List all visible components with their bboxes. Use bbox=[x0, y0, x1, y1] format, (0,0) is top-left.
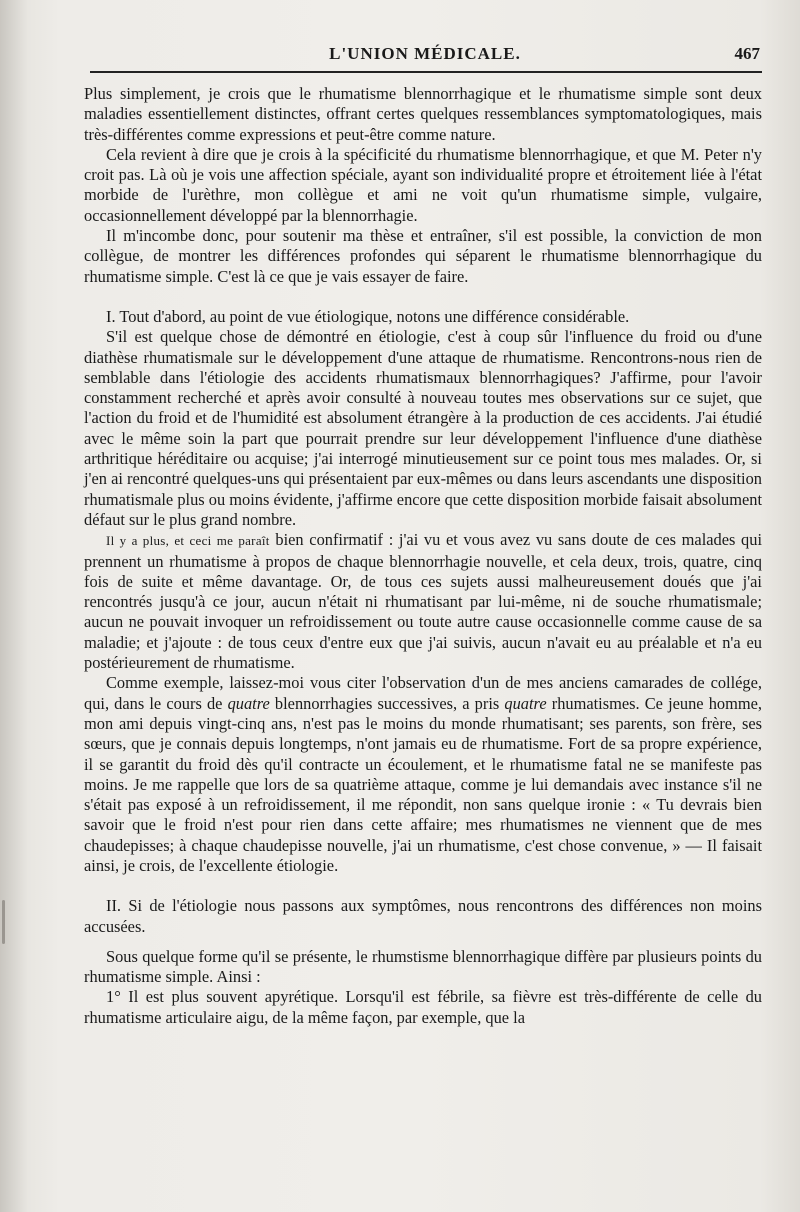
body-text bbox=[84, 84, 762, 1028]
paragraph-part: Comme exemple, laissez-moi vous citer l'observation d'un de mes anciens camarades de collége, qui, dans le cours de bbox=[84, 673, 762, 713]
paragraph: 1° Il est plus souvent apyrétique. Lorsqu'il est fébrile, sa fièvre est très-différente de celle du rhumatisme articulaire aigu, de la même façon, par exemple, que la bbox=[84, 987, 762, 1027]
paragraph bbox=[84, 673, 762, 876]
header-rule bbox=[90, 71, 762, 73]
section-heading-paragraph: I. Tout d'abord, au point de vue étiologique, notons une différence considérable. bbox=[106, 306, 630, 326]
italic-word: quatre bbox=[227, 693, 270, 713]
paragraph bbox=[84, 530, 762, 673]
italic-word: quatre bbox=[504, 693, 547, 713]
paragraph: Cela revient à dire que je crois à la spécificité du rhumatisme blennorrhagique, et que M. Peter n'y croit pas. Là où je vois une affection spéciale, ayant son individualité propre et étroitement liée à l'état morbide de l'urèthre, mon collègue et ami ne voit qu'un rhumatisme simple, vulgaire, occasionnellement développé par la blennorrhagie. bbox=[84, 144, 762, 225]
paragraph: Sous quelque forme qu'il se présente, le rhumstisme blennorrhagique diffère par plusieurs points du rhumatisme simple. Ainsi : bbox=[84, 946, 762, 987]
running-title: L'UNION MÉDICALE. bbox=[329, 44, 521, 63]
paragraph-part: blennorrhagies successives, a pris bbox=[269, 693, 505, 713]
paragraph: Il m'incombe donc, pour soutenir ma thèse et entraîner, s'il est possible, la conviction de mon collègue, de montrer les différences profondes qui séparent le rhumatisme blennorrhagique du rhumatisme simple. C'est là ce que je vais essayer de faire. bbox=[84, 226, 762, 286]
small-type-lead: Il y a plus, et ceci me paraît bbox=[106, 533, 270, 549]
paragraph: Plus simplement, je crois que le rhumatisme blennorrhagique et le rhumatisme simple sont deux maladies essentiellement distinctes, offrant certes quelques ressemblances symptomatologiques, mais très-différentes comme expressions et peut-être comme nature. bbox=[84, 84, 762, 144]
section-heading-paragraph: II. Si de l'étiologie nous passons aux symptômes, nous rencontrons des différences non moins accusées. bbox=[84, 896, 762, 936]
paragraph-part: rhumatismes. Ce jeune homme, mon ami depuis vingt-cinq ans, n'est pas le moins du monde rhumatisant; ses parents, son frère, ses sœurs, que je connais depuis longtemps, n'ont jamais eu de rhumatisme. Fort de sa propre expérience, il se garantit du froid dès qu'il contracte un écoulement, et le rhumatisme fatal ne se manifeste pas moins. Je me rappelle que lors de sa quatrième attaque, comme je lui demandais avec instance s'il ne s'était pas exposé à un refroidissement, il me répondit, non sans quelque ironie : « Tu devrais bien savoir que le froid n'est pour rien dans cette affaire; mes rhumatismes ne viennent que de mes chaudepisses; à chaque chaudepisse nouvelle, j'ai un rhumatisme, c'est chose convenue, » — Il faisait ainsi, je crois, de l'excellente étiologie. bbox=[84, 693, 762, 875]
page-header bbox=[90, 44, 760, 72]
paragraph: S'il est quelque chose de démontré en étiologie, c'est à coup sûr l'influence du froid ou d'une diathèse rhumatismale sur le développement d'une attaque de rhumatisme. Rencontrons-nous rien de semblable dans l'étiologie des accidents rhumatismaux blennorrhagiques? J'affirme, pour l'avoir constamment recherché et après avoir consulté à nouveau toutes mes observations sur ce sujet, que l'action du froid et de l'humidité est absolument étrangère à la production de ces accidents. J'ai étudié avec le même soin la part que pourrait prendre sur leur développement l'influence d'une diathèse arthritique héréditaire ou acquise; j'ai interrogé minutieusement sur ce point tous mes malades. Or, si j'en ai rencontré quelques-uns qui présentaient par eux-mêmes ou dans leurs ascendants une disposition rhumatismale plus ou moins évidente, j'affirme encore que cette disposition morbide faisait absolument défaut sur le plus grand nombre. bbox=[84, 327, 762, 529]
paragraph-rest: de ces malades qui prennent un rhumatisme à propos de chaque blennorrhagie nouvelle, et cela deux, trois, quatre, cinq fois de suite et même davantage. Or, de tous ces sujets aussi malheureusement doués que j'ai rencontrés jusqu'à ce jour, aucun n'était ni rhumatisant par lui-même, ni de souche rhumatismale; aucun ne pouvait invoquer un refroidissement ou toute autre cause occasionnelle comme cause de sa maladie; et j'ajoute : de tous ceux d'entre eux que j'ai suivis, aucun n'avait eu au préalable et n'a eu postérieurement de rhumatisme. bbox=[84, 530, 762, 673]
paragraph-lead-rest: bien confirmatif : j'ai vu et vous avez vu sans doute bbox=[269, 530, 629, 550]
page-number: 467 bbox=[734, 44, 760, 63]
margin-stain bbox=[2, 900, 5, 944]
